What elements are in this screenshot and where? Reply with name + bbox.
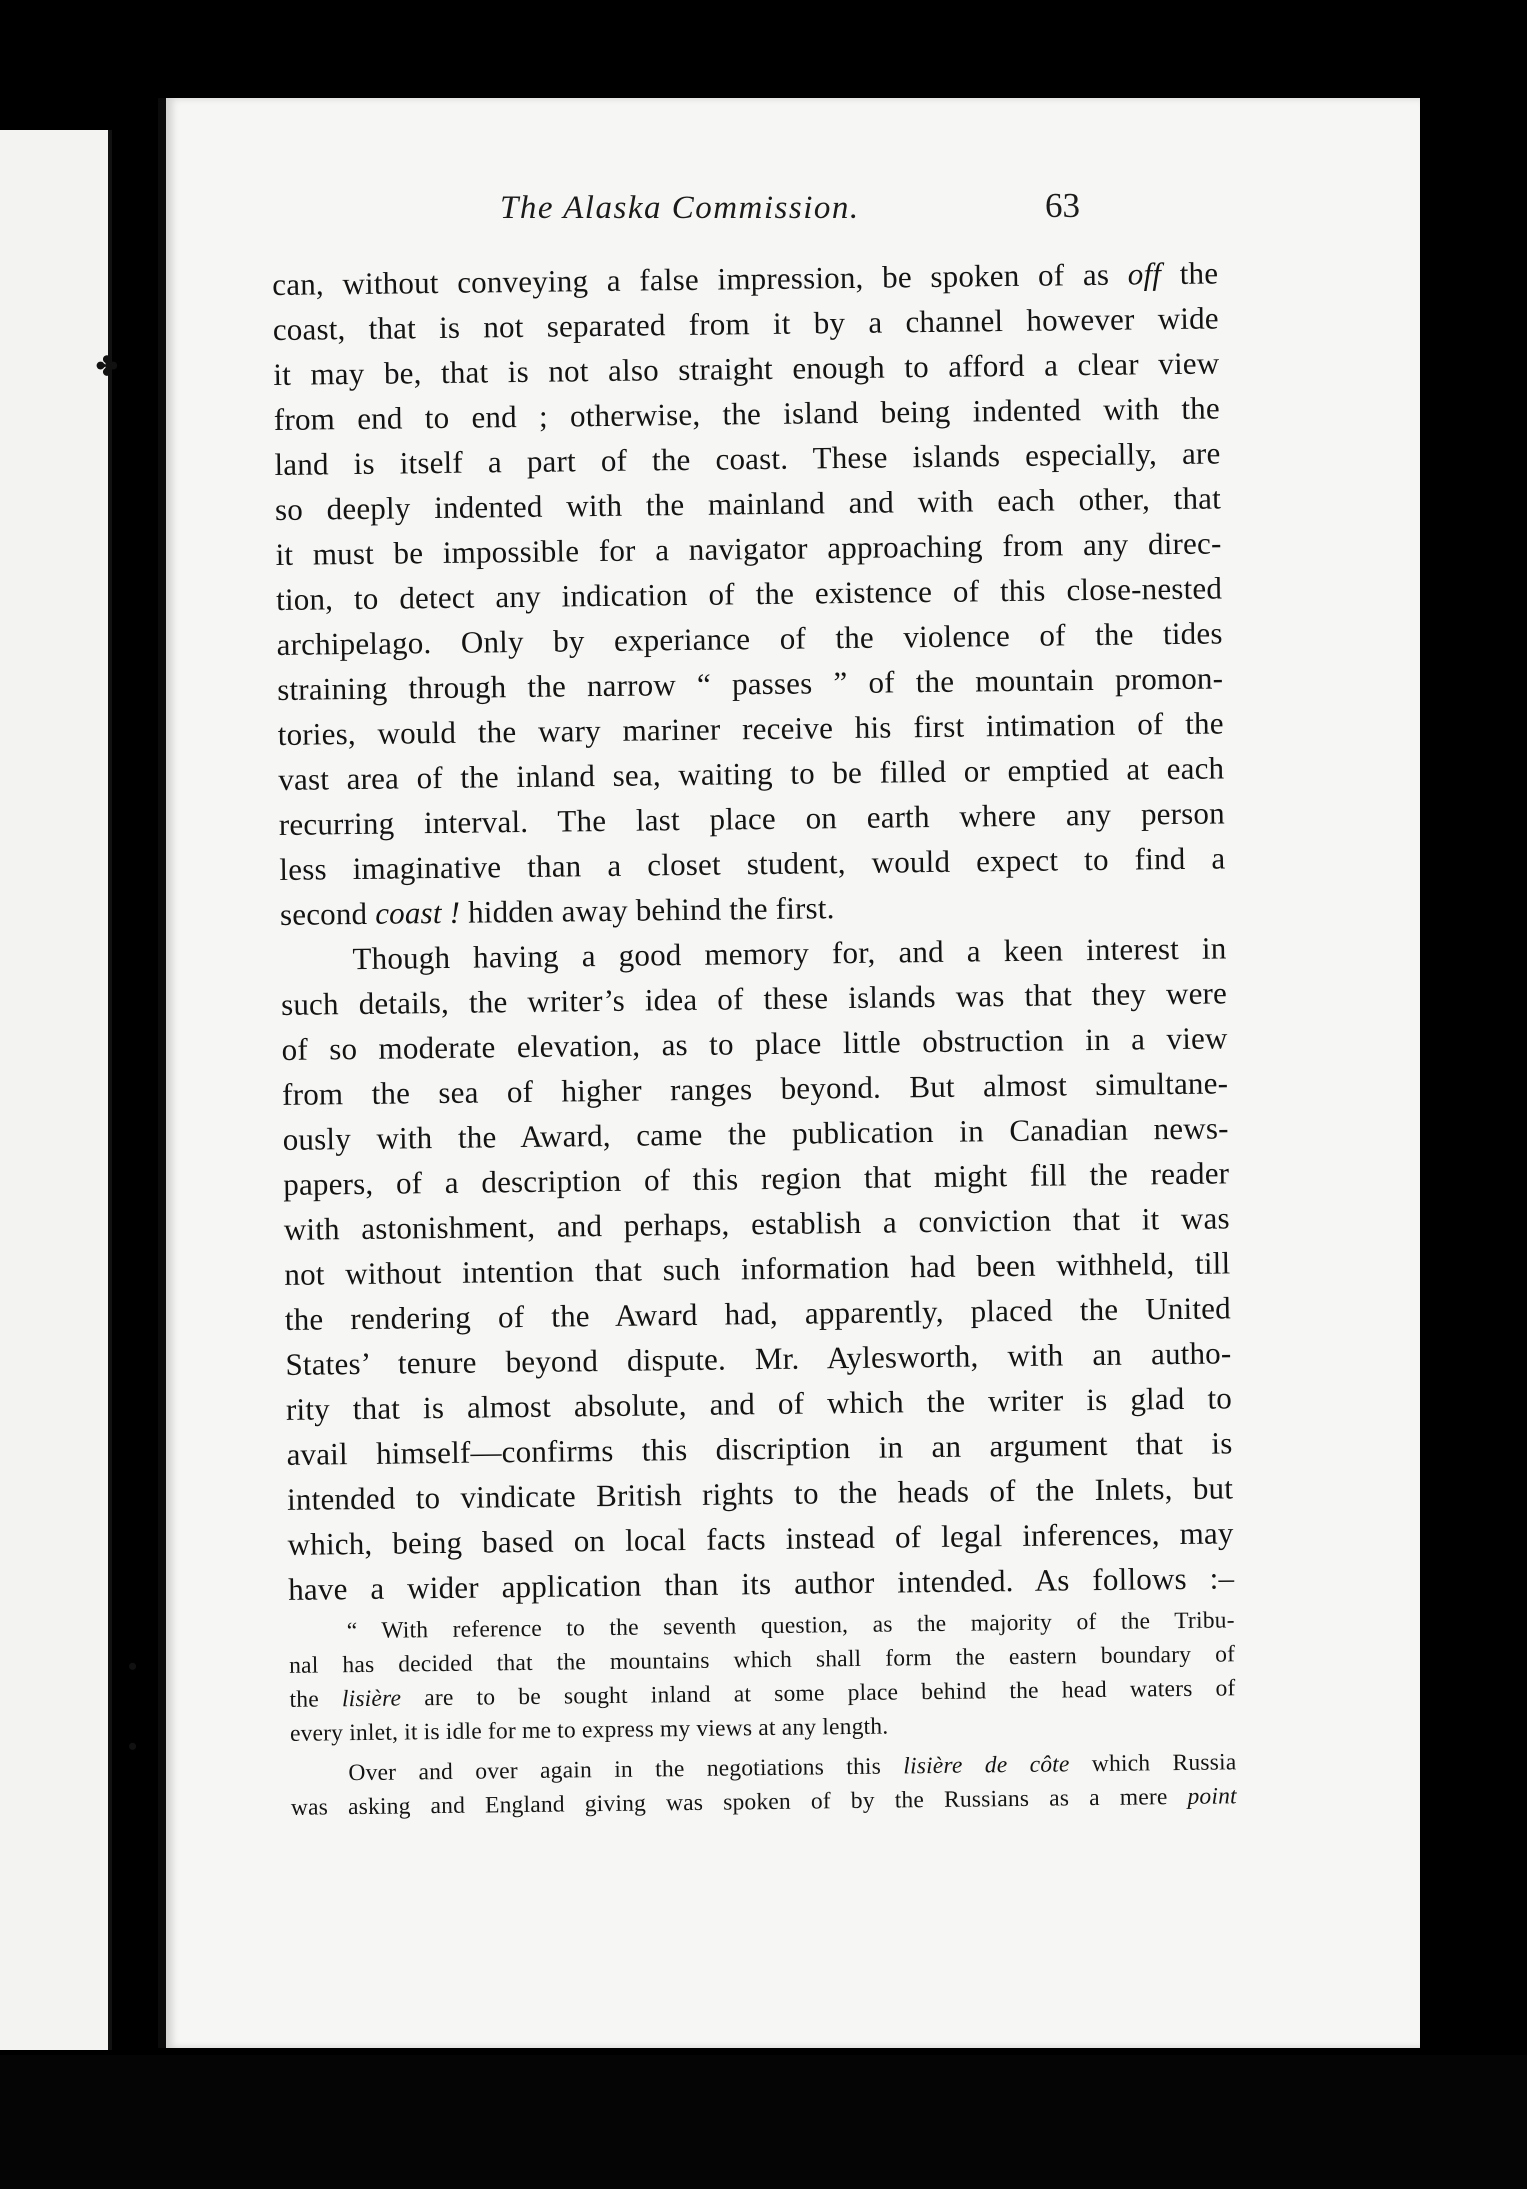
margin-mark: •: [128, 1652, 138, 1681]
text-line: from the sea of higher ranges beyond. But almost simultane-: [281, 1065, 1229, 1112]
quote-line: “ With reference to the seventh question, as the majority of the Tribu-: [346, 1607, 1235, 1645]
margin-mark: ✤: [96, 352, 118, 381]
quote-line: the lisière are to be sought inland at some place behind the head waters of: [289, 1675, 1236, 1713]
text-line: land is itself a part of the coast. These islands especially, are: [274, 435, 1221, 482]
text-line: States’ tenure beyond dispute. Mr. Aylesworth, with an autho-: [285, 1335, 1232, 1382]
quote-line: nal has decided that the mountains which shall form the eastern boundary of: [288, 1641, 1236, 1679]
block-quote: [289, 1603, 1237, 1825]
text-line: the rendering of the Award had, apparently, placed the United: [284, 1290, 1232, 1337]
text-line: can, without conveying a false impression, be spoken of as off the: [272, 255, 1219, 302]
quote-line: Over and over again in the negotiations this lisière de côte which Russia: [348, 1749, 1237, 1787]
text-line: Though having a good memory for, and a keen interest in: [352, 930, 1227, 977]
paragraph: [272, 250, 1226, 937]
quote-line: was asking and England giving was spoken of by the Russians as a mere point: [290, 1783, 1237, 1821]
text-line: so deeply indented with the mainland and with each other, that: [274, 480, 1222, 527]
text-line: have a wider application than its author intended. As follows :–: [288, 1560, 1235, 1607]
text-line: from end to end ; otherwise, the island being indented with the: [273, 390, 1221, 437]
text-line: archipelago. Only by experiance of the violence of the tides: [276, 615, 1223, 662]
text-line: ously with the Award, came the publication in Canadian news-: [282, 1110, 1229, 1157]
text-line: not without intention that such information had been withheld, till: [284, 1245, 1231, 1292]
text-line: tion, to detect any indication of the existence of this close-nested: [275, 570, 1223, 617]
text-line: with astonishment, and perhaps, establish a conviction that it was: [283, 1200, 1230, 1247]
body-text: [272, 250, 1237, 1824]
text-line: second coast ! hidden away behind the first.: [279, 890, 835, 932]
text-line: coast, that is not separated from it by a channel however wide: [272, 300, 1219, 347]
page-number: 63: [1045, 186, 1080, 225]
text-line: less imaginative than a closet student, would expect to find a: [279, 840, 1226, 887]
text-line: recurring interval. The last place on earth where any person: [278, 795, 1226, 842]
text-line: intended to vindicate British rights to the heads of the Inlets, but: [286, 1470, 1234, 1517]
text-line: which, being based on local facts instead of legal inferences, may: [287, 1515, 1234, 1562]
text-line: avail himself—confirms this discription in an argument that is: [286, 1425, 1233, 1472]
text-line: straining through the narrow “ passes ” of the mountain promon-: [277, 660, 1224, 707]
quote-line: every inlet, it is idle for me to express my views at any length.: [289, 1713, 889, 1747]
text-line: vast area of the inland sea, waiting to be filled or emptied at each: [278, 750, 1225, 797]
scan-background: [0, 2055, 1527, 2189]
margin-mark: •: [128, 1732, 138, 1761]
text-line: of so moderate elevation, as to place little obstruction in a view: [281, 1020, 1228, 1067]
text-line: it may be, that is not also straight enough to afford a clear view: [273, 345, 1220, 392]
text-line: rity that is almost absolute, and of which the writer is glad to: [285, 1380, 1233, 1427]
text-line: such details, the writer’s idea of these islands was that they were: [280, 975, 1228, 1022]
page-header: [360, 186, 1080, 240]
running-title: The Alaska Commission.: [500, 190, 860, 226]
text-line: papers, of a description of this region that might fill the reader: [283, 1155, 1230, 1202]
text-line: tories, would the wary mariner receive his first intimation of the: [277, 705, 1224, 752]
paragraph: [280, 925, 1234, 1612]
previous-page-edge: [0, 130, 112, 2050]
text-line: it must be impossible for a navigator approaching from any direc-: [275, 525, 1222, 572]
